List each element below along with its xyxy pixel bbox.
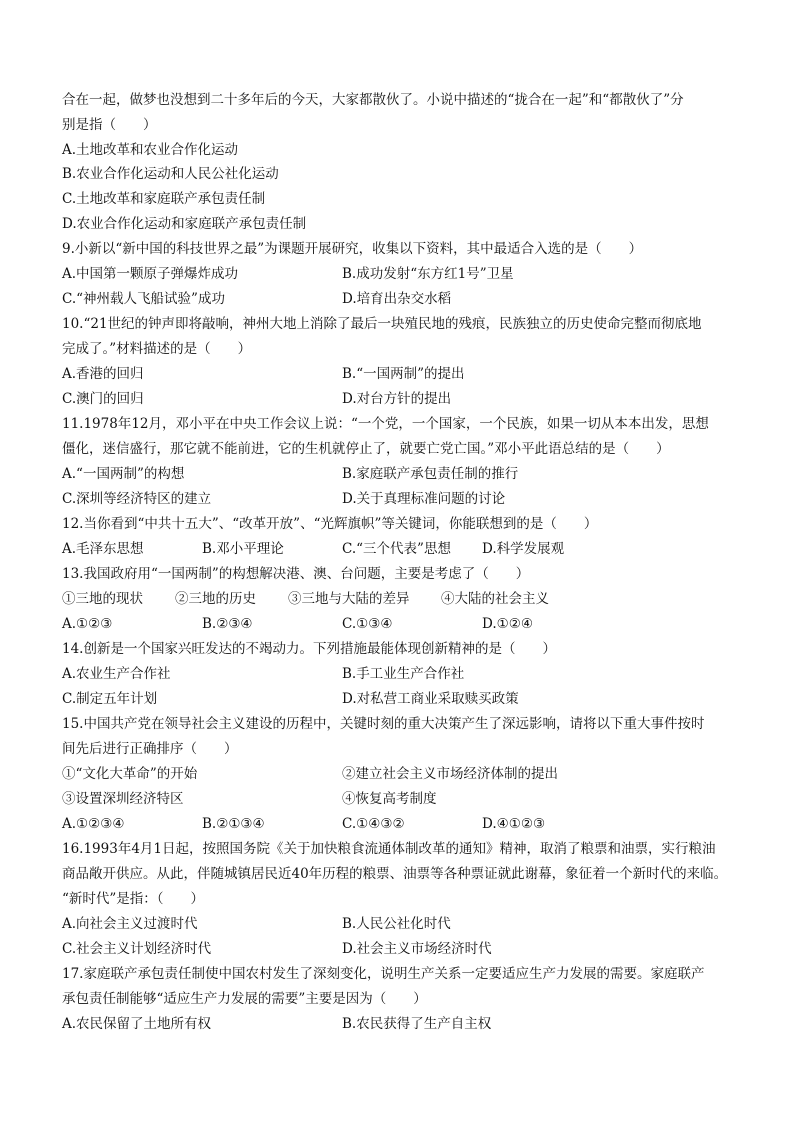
question-8-option-a: A.土地改革和农业合作化运动 bbox=[62, 142, 239, 158]
question-15-item-4: ④恢复高考制度 bbox=[342, 791, 437, 807]
question-11-option-b: B.家庭联产承包责任制的推行 bbox=[342, 466, 519, 482]
question-8-stem-line-1: 合在一起，做梦也没想到二十多年后的今天，大家都散伙了。小说中描述的“拢合在一起”和“都散伙了”分 bbox=[62, 92, 684, 108]
question-15-option-d: D.④①②③ bbox=[482, 816, 546, 832]
question-13-option-c: C.①③④ bbox=[342, 616, 393, 632]
question-9-stem: 9.小新以“新中国的科技世界之最”为课题开展研究，收集以下资料，其中最适合入选的是（ ） bbox=[62, 241, 643, 257]
question-12-stem: 12.当你看到“中共十五大”、“改革开放”、“光辉旗帜”等关键词，你能联想到的是（ ） bbox=[62, 516, 598, 532]
question-9-option-a: A.中国第一颗原子弹爆炸成功 bbox=[62, 266, 239, 282]
question-11-option-c: C.深圳等经济特区的建立 bbox=[62, 491, 212, 507]
question-10-option-a: A.香港的回归 bbox=[62, 366, 144, 382]
question-13-stem: 13.我国政府用“一国两制”的构想解决港、澳、台问题，主要是考虑了（ ） bbox=[62, 566, 530, 582]
question-13-option-a: A.①②③ bbox=[62, 616, 113, 632]
question-12-option-d: D.科学发展观 bbox=[482, 541, 565, 557]
question-14-option-c: C.制定五年计划 bbox=[62, 691, 158, 707]
question-9-option-d: D.培育出杂交水稻 bbox=[342, 291, 452, 307]
question-9-option-b: B.成功发射“东方红1号”卫星 bbox=[342, 266, 514, 282]
question-16-stem-line-3: “新时代”是指：（ ） bbox=[62, 891, 205, 907]
question-14-option-a: A.农业生产合作社 bbox=[62, 666, 171, 682]
question-16-option-d: D.社会主义市场经济时代 bbox=[342, 941, 492, 957]
question-17-stem-line-2: 承包责任制能够“适应生产力发展的需要”主要是因为（ ） bbox=[62, 991, 427, 1007]
question-8-stem-line-2: 别是指（ ） bbox=[62, 117, 157, 133]
question-11-stem-line-2: 僵化，迷信盛行，那它就不能前进，它的生机就停止了，就要亡党亡国。”邓小平此语总结的是（ ） bbox=[62, 441, 670, 457]
question-8-option-d: D.农业合作化运动和家庭联产承包责任制 bbox=[62, 216, 307, 232]
question-16-stem-line-1: 16.1993年4月1日起，按照国务院《关于加快粮食流通体制改革的通知》精神，取消了粮票和油票，实行粮油 bbox=[62, 841, 716, 857]
question-12-option-a: A.毛泽东思想 bbox=[62, 541, 144, 557]
question-13-option-b: B.②③④ bbox=[202, 616, 253, 632]
question-16-stem-line-2: 商品敞开供应。从此，伴随城镇居民近40年历程的粮票、油票等各种票证就此谢幕，象征着一个新时代的来临。 bbox=[62, 866, 728, 882]
question-10-option-c: C.澳门的回归 bbox=[62, 391, 144, 407]
question-16-option-a: A.向社会主义过渡时代 bbox=[62, 916, 198, 932]
question-15-item-1: ①“文化大革命”的开始 bbox=[62, 766, 198, 782]
question-10-stem-line-2: 完成了。”材料描述的是（ ） bbox=[62, 341, 252, 357]
question-15-item-2: ②建立社会主义市场经济体制的提出 bbox=[342, 766, 558, 782]
question-8-option-c: C.土地改革和家庭联产承包责任制 bbox=[62, 191, 266, 207]
question-16-option-c: C.社会主义计划经济时代 bbox=[62, 941, 212, 957]
question-15-stem-line-1: 15.中国共产党在领导社会主义建设的历程中，关键时刻的重大决策产生了深远影响，请将以下重大事件按时 bbox=[62, 716, 705, 732]
question-10-stem-line-1: 10.“21世纪的钟声即将敲响，神州大地上消除了最后一块殖民地的残痕，民族独立的历史使命完整而彻底地 bbox=[62, 316, 702, 332]
question-15-option-b: B.②①③④ bbox=[202, 816, 265, 832]
question-17-option-a: A.农民保留了土地所有权 bbox=[62, 1016, 212, 1032]
question-10-option-d: D.对台方针的提出 bbox=[342, 391, 452, 407]
question-11-stem-line-1: 11.1978年12月，邓小平在中央工作会议上说：“一个党，一个国家，一个民族，如果一切从本本出发，思想 bbox=[62, 416, 709, 432]
question-14-option-d: D.对私营工商业采取赎买政策 bbox=[342, 691, 519, 707]
question-13-item-1: ①三地的现状 bbox=[62, 591, 143, 607]
question-13-item-2: ②三地的历史 bbox=[175, 591, 256, 607]
question-13-item-3: ③三地与大陆的差异 bbox=[288, 591, 410, 607]
question-15-option-a: A.①②③④ bbox=[62, 816, 125, 832]
question-14-stem: 14.创新是一个国家兴旺发达的不竭动力。下列措施最能体现创新精神的是（ ） bbox=[62, 641, 556, 657]
question-16-option-b: B.人民公社化时代 bbox=[342, 916, 451, 932]
question-10-option-b: B.“一国两制”的提出 bbox=[342, 366, 465, 382]
question-13-option-d: D.①②④ bbox=[482, 616, 533, 632]
question-14-option-b: B.手工业生产合作社 bbox=[342, 666, 465, 682]
question-12-option-b: B.邓小平理论 bbox=[202, 541, 284, 557]
question-11-option-d: D.关于真理标准问题的讨论 bbox=[342, 491, 506, 507]
question-15-option-c: C.①④③② bbox=[342, 816, 405, 832]
question-15-item-3: ③设置深圳经济特区 bbox=[62, 791, 184, 807]
question-13-item-4: ④大陆的社会主义 bbox=[441, 591, 549, 607]
question-9-option-c: C.“神州载人飞船试验”成功 bbox=[62, 291, 225, 307]
question-17-stem-line-1: 17.家庭联产承包责任制使中国农村发生了深刻变化，说明生产关系一定要适应生产力发展的需要。家庭联产 bbox=[62, 966, 705, 982]
question-12-option-c: C.“三个代表”思想 bbox=[342, 541, 451, 557]
question-11-option-a: A.“一国两制”的构想 bbox=[62, 466, 185, 482]
question-15-stem-line-2: 间先后进行正确排序（ ） bbox=[62, 741, 238, 757]
question-17-option-b: B.农民获得了生产自主权 bbox=[342, 1016, 492, 1032]
question-8-option-b: B.农业合作化运动和人民公社化运动 bbox=[62, 166, 279, 182]
